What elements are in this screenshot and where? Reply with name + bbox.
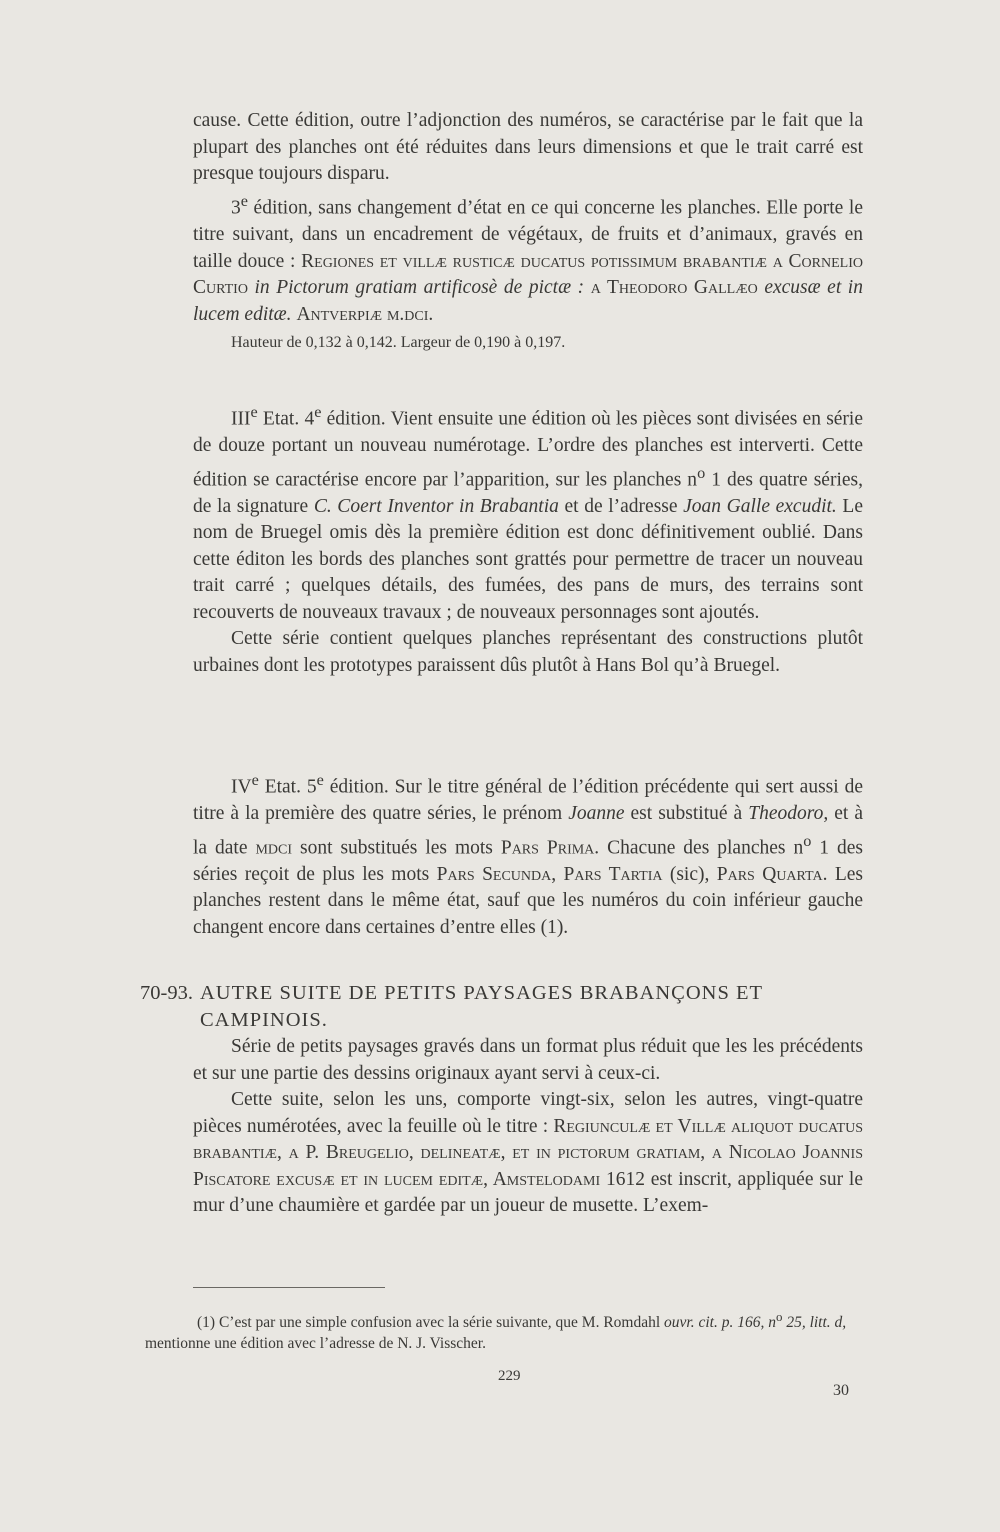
text-run: 1612 est inscrit, appliquée sur le mur d’une chaumière et gardée par un joueur de musette. L’exem- [193, 1168, 864, 1216]
paragraph-text: Série de petits paysages gravés dans un format plus réduit que les les précédents et sur une partie des dessins originaux ayant servi à ceux-ci. [193, 1036, 863, 1084]
footnote-rule [193, 1287, 385, 1288]
paragraph-text [193, 767, 863, 941]
paragraph-edition-3 [193, 188, 863, 354]
superscript: o [697, 463, 706, 482]
italic-reference: 25, litt. d, [782, 1313, 847, 1331]
paragraph-text [193, 188, 863, 328]
entry-title-line: CAMPINOIS. [200, 1009, 328, 1031]
text-run: est substitué à [624, 803, 749, 824]
paragraph-text [193, 399, 863, 626]
text-run: sont substitués les mots [292, 837, 501, 858]
footnote-text [145, 1306, 865, 1354]
small-caps-run: Pars Quarta. [716, 863, 828, 885]
small-caps-run: Pars Prima. [500, 837, 600, 858]
text-run: 1 des quatre séries, de la signature [193, 469, 863, 517]
title-italic: excusæ et in lucem editæ. [193, 277, 863, 325]
state-label: III [231, 408, 251, 430]
signature-italic: C. Coert Inventor in Brabantia [313, 495, 559, 517]
text-run: Les planches restent dans le même état, sauf que les numéros du coin inférieur gauche changent encore dans certaines d’entre elles (1). [193, 863, 863, 938]
italic-word: Joanne [568, 803, 625, 824]
paragraph-state-4 [193, 767, 863, 941]
text-run: Cette suite, selon les uns, comporte vingt-six, selon les autres, vingt-quatre pièces numérotées, avec la feuille où le titre : [193, 1089, 863, 1137]
text-run: Etat. 5 [258, 776, 317, 798]
state-label: IV [231, 776, 252, 798]
superscript: e [240, 192, 248, 210]
text-run: Chacune des planches n [599, 837, 804, 858]
text-run: et de l’adresse [558, 495, 684, 517]
address-italic: Joan Galle excudit. [683, 495, 837, 517]
footnote-mark: (1) [197, 1313, 216, 1331]
paragraph-entry-description [193, 1034, 863, 1220]
paragraph-text: Cette série contient quelques planches représentant des constructions plutôt urbaines dont les prototypes paraissent dûs plutôt à Hans Bol qu’à Bruegel. [193, 628, 863, 676]
superscript: e [251, 771, 259, 789]
superscript: e [314, 403, 322, 421]
paragraph-state-3 [193, 399, 863, 679]
superscript: e [250, 403, 258, 421]
italic-reference: ouvr. cit. p. 166, n [664, 1313, 776, 1331]
small-caps-run: Pars Secunda, Pars Tartia [436, 863, 663, 885]
catalogue-entry-heading [140, 980, 870, 1034]
title-small-caps: a Theodoro Gallæo [590, 277, 758, 298]
dimensions-line: Hauteur de 0,132 à 0,142. Largeur de 0,190 à 0,197. [231, 334, 566, 351]
paragraph-text [193, 1087, 863, 1220]
paragraph-text: cause. Cette édition, outre l’adjonction des numéros, se caractérise par le fait que la plupart des planches ont été réduites dans leurs dimensions et que le trait carré est presque toujours disparu. [193, 110, 863, 184]
entry-number: 70-93. [140, 982, 193, 1004]
superscript: o [775, 1308, 783, 1324]
paragraph-edition-2-end [193, 108, 863, 188]
page-number: 229 [498, 1368, 521, 1384]
superscript: e [316, 771, 324, 789]
superscript: o [803, 831, 812, 850]
text-run: édition, sans changement d’état en ce qui concerne les planches. Elle porte le titre suivant, dans un encadrement de végétaux, de fruits et d’animaux, gravés en taille douce : [193, 197, 863, 272]
small-caps-run: mdci [255, 837, 293, 858]
text-run: Le nom de Bruegel omis dès la première édition est donc définitivement oublié. Dans cette éditon les bords des planches sont grattés pour permettre de tracer un nouveau trait carré ; quelques détails, des fumées, des pans de murs, des terrains sont recouverts de nouveaux travaux ; de nouveaux personnages sont ajoutés. [193, 495, 863, 623]
title-small-caps: Regiones et villæ rusticæ ducatus potissimum brabantiæ a Cornelio Curtio [193, 250, 863, 298]
text-run: C’est par une simple confusion avec la série suivante, que M. Romdahl [215, 1313, 665, 1331]
text-run: édition. Vient ensuite une édition où les pièces sont divisées en série de douze portant un nouveau numérotage. L’ordre des planches est interverti. Cette édition se caractérise encore par l’apparition, sur les planches n [193, 408, 864, 490]
footnote [145, 1290, 865, 1369]
edition-number: 3 [231, 197, 241, 219]
text-run: (sic), [662, 863, 717, 885]
italic-word: Theodoro, [748, 803, 829, 824]
signature-mark: 30 [833, 1382, 849, 1399]
title-small-caps: Antverpiæ m.dci. [296, 303, 434, 325]
text-run: mentionne une édition avec l’adresse de N. J. Visscher. [145, 1334, 486, 1352]
text-run: 1 des séries reçoit de plus les mots [193, 837, 863, 885]
entry-title-line: AUTRE SUITE DE PETITS PAYSAGES BRABANÇONS ET [200, 982, 764, 1004]
title-italic: in Pictorum gratiam artificosè de pictæ : [247, 277, 591, 298]
text-run: Etat. 4 [257, 408, 315, 430]
text-run: édition. Sur le titre général de l’édition précédente qui sert aussi de titre à la première des quatre séries, le prénom [193, 776, 863, 824]
title-small-caps: Regiunculæ et Villæ aliquot ducatus brabantiæ, a P. Breugelio, delineatæ, et in pictorum gratiam, a Nicolao Joannis Piscatore excusæ et in lucem editæ, Amstelodami [193, 1115, 863, 1190]
text-run: et à la date [193, 803, 863, 858]
